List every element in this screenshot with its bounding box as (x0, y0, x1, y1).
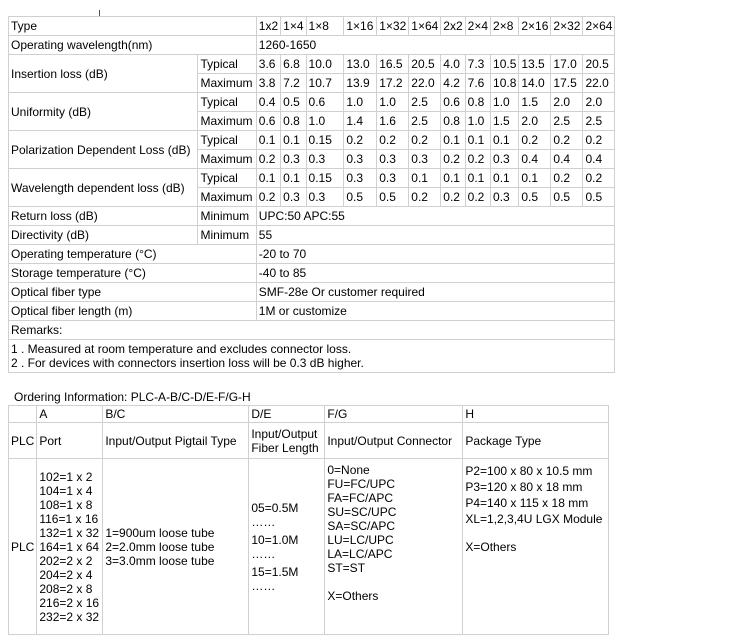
value-cell: 1.5 (519, 93, 551, 112)
value-cell: 1.5 (491, 112, 519, 131)
value-cell: 0.2 (409, 131, 441, 150)
wdl-label: Wavelength dependent loss (dB) (9, 169, 198, 207)
value-cell: 2.5 (583, 112, 615, 131)
package-item: P3=120 x 80 x 18 mm (465, 480, 583, 494)
value-cell: 0.8 (465, 93, 490, 112)
value-cell: 0.2 (256, 150, 280, 169)
op-wavelength-row (9, 36, 654, 55)
value-cell: 0.2 (519, 131, 551, 150)
value-cell: 1.0 (306, 112, 344, 131)
connector-item: SA=SC/APC (327, 519, 396, 533)
value-cell: 17.5 (551, 74, 583, 93)
value-cell: 0.4 (551, 150, 583, 169)
pigtail-item: 1=900um loose tube (105, 525, 215, 540)
ordering-plc-cell: PLC (9, 459, 37, 635)
value-cell: 0.1 (491, 131, 519, 150)
type-2x2: 2x2 (441, 17, 465, 36)
ordering-letter-row (9, 406, 609, 423)
port-list (37, 459, 103, 635)
connector-list (325, 459, 463, 635)
pigtail-header: Input/Output Pigtail Type (103, 423, 249, 459)
value-cell: 10.5 (491, 55, 519, 74)
value-cell: 14.0 (519, 74, 551, 93)
value-cell: 0.2 (344, 131, 377, 150)
length-item: …… (251, 514, 276, 529)
typical-label: Typical (198, 93, 256, 112)
type-1x16: 1×16 (344, 17, 377, 36)
value-cell: 0.3 (344, 150, 377, 169)
value-cell: 7.6 (465, 74, 490, 93)
type-2x32: 2×32 (551, 17, 583, 36)
insertion-loss-label: Insertion loss (dB) (9, 55, 198, 93)
op-temp-value: -20 to 70 (256, 245, 615, 264)
ordering-body-row (9, 459, 609, 635)
package-item: XL=1,2,3,4U LGX Module (465, 512, 603, 526)
port-item: 116=1 x 16 (39, 511, 99, 526)
pigtail-item: 3=3.0mm loose tube (105, 553, 215, 568)
fiber-length-header: Input/Output Fiber Length (249, 423, 325, 459)
value-cell: 7.2 (281, 74, 306, 93)
type-2x8: 2×8 (491, 17, 519, 36)
value-cell: 0.2 (441, 150, 465, 169)
fiber-type-value: SMF-28e Or customer required (256, 283, 615, 302)
value-cell: 0.2 (409, 188, 441, 207)
value-cell: 0.3 (377, 150, 409, 169)
type-1x64: 1×64 (409, 17, 441, 36)
value-cell: 0.4 (519, 150, 551, 169)
value-cell: 10.0 (306, 55, 344, 74)
pdl-typical-row (9, 131, 654, 150)
value-cell: 20.5 (583, 55, 615, 74)
value-cell: 1.0 (377, 93, 409, 112)
value-cell: 22.0 (409, 74, 441, 93)
minimum-label: Minimum (198, 207, 256, 226)
value-cell: 1.4 (344, 112, 377, 131)
ordering-table (8, 405, 609, 635)
maximum-label: Maximum (198, 112, 256, 131)
value-cell: 0.1 (256, 169, 280, 188)
value-cell: 0.3 (306, 188, 344, 207)
value-cell: 0.3 (377, 169, 409, 188)
value-cell: 0.4 (256, 93, 280, 112)
value-cell: 7.3 (465, 55, 490, 74)
uniformity-label: Uniformity (dB) (9, 93, 198, 131)
length-item: 05=0.5M (251, 500, 299, 515)
value-cell: 13.9 (344, 74, 377, 93)
type-1x4: 1×4 (281, 17, 306, 36)
value-cell: 0.2 (551, 169, 583, 188)
value-cell: 0.3 (306, 150, 344, 169)
op-temp-row (9, 245, 654, 264)
directivity-row (9, 226, 654, 245)
length-item: 10=1.0M (251, 532, 299, 547)
value-cell: 1.6 (377, 112, 409, 131)
storage-temp-label: Storage temperature (°C) (9, 264, 257, 283)
insertion-loss-typical-row (9, 55, 654, 74)
value-cell: 0.5 (519, 188, 551, 207)
value-cell: 0.2 (583, 169, 615, 188)
remarks-label: Remarks: (9, 321, 615, 340)
typical-label: Typical (198, 169, 256, 188)
value-cell: 0.1 (281, 131, 306, 150)
value-cell: 0.6 (306, 93, 344, 112)
ordering-col-a: A (37, 406, 103, 423)
value-cell: 0.1 (441, 169, 465, 188)
value-cell: 0.2 (551, 131, 583, 150)
connector-item: 0=None (327, 463, 370, 477)
value-cell: 0.4 (583, 150, 615, 169)
port-item: 232=2 x 32 (39, 609, 100, 624)
connector-item: ST=ST (327, 561, 366, 575)
return-loss-label: Return loss (dB) (9, 207, 198, 226)
value-cell: 2.5 (409, 112, 441, 131)
spec-table (8, 16, 654, 373)
connector-item: FA=FC/APC (327, 491, 394, 505)
value-cell: 0.6 (441, 93, 465, 112)
value-cell: 0.8 (441, 112, 465, 131)
typical-label: Typical (198, 55, 256, 74)
fiber-type-row (9, 283, 654, 302)
port-header: Port (37, 423, 103, 459)
pigtail-item: 2=2.0mm loose tube (105, 539, 215, 554)
value-cell: 0.5 (551, 188, 583, 207)
type-2x16: 2×16 (519, 17, 551, 36)
value-cell: 1.0 (344, 93, 377, 112)
value-cell: 0.3 (491, 150, 519, 169)
package-item (465, 527, 606, 539)
maximum-label: Maximum (198, 150, 256, 169)
directivity-label: Directivity (dB) (9, 226, 198, 245)
port-item: 164=1 x 64 (39, 539, 100, 554)
maximum-label: Maximum (198, 74, 256, 93)
value-cell: 13.0 (344, 55, 377, 74)
connector-item: LU=LC/UPC (327, 533, 394, 547)
op-wavelength-value: 1260-1650 (256, 36, 615, 55)
value-cell: 2.5 (409, 93, 441, 112)
value-cell: 0.1 (465, 169, 490, 188)
typical-label: Typical (198, 131, 256, 150)
ordering-col-bc: B/C (103, 406, 249, 423)
op-temp-label: Operating temperature (°C) (9, 245, 257, 264)
package-list (463, 459, 609, 635)
value-cell: 0.1 (281, 169, 306, 188)
fiber-length-value: 1M or customize (256, 302, 615, 321)
port-item: 208=2 x 8 (39, 581, 93, 596)
length-list (249, 459, 325, 635)
pdl-label: Polarization Dependent Loss (dB) (9, 131, 198, 169)
value-cell: 4.2 (441, 74, 465, 93)
remark-1-row (9, 340, 654, 373)
value-cell: 1.0 (465, 112, 490, 131)
value-cell: 0.1 (465, 131, 490, 150)
type-1x2: 1x2 (256, 17, 280, 36)
value-cell: 0.2 (377, 131, 409, 150)
storage-temp-value: -40 to 85 (256, 264, 615, 283)
value-cell: 0.3 (281, 150, 306, 169)
value-cell: 1.0 (491, 93, 519, 112)
port-item: 102=1 x 2 (39, 469, 93, 484)
length-item: …… (251, 546, 276, 561)
value-cell: 0.2 (441, 188, 465, 207)
value-cell: 0.3 (281, 188, 306, 207)
value-cell: 0.15 (306, 131, 344, 150)
fiber-length-label: Optical fiber length (m) (9, 302, 257, 321)
wdl-typical-row (9, 169, 654, 188)
ordering-col-h: H (463, 406, 609, 423)
uniformity-typical-row (9, 93, 654, 112)
value-cell: 10.8 (491, 74, 519, 93)
ordering-col-de: D/E (249, 406, 325, 423)
value-cell: 2.0 (583, 93, 615, 112)
connector-header: Input/Output Connector (325, 423, 463, 459)
package-item: P4=140 x 115 x 18 mm (465, 496, 589, 510)
ordering-empty-cell (9, 406, 37, 423)
port-item: 104=1 x 4 (39, 483, 93, 498)
remark-2: 2 . For devices with connectors insertion loss will be 0.3 dB higher. (11, 356, 364, 370)
value-cell: 0.3 (344, 169, 377, 188)
package-item: P2=100 x 80 x 10.5 mm (465, 464, 593, 478)
value-cell: 3.8 (256, 74, 280, 93)
value-cell: 0.2 (583, 131, 615, 150)
type-1x8: 1×8 (306, 17, 344, 36)
value-cell: 0.1 (491, 169, 519, 188)
value-cell: 13.5 (519, 55, 551, 74)
value-cell: 22.0 (583, 74, 615, 93)
storage-temp-row (9, 264, 654, 283)
return-loss-value: UPC:50 APC:55 (256, 207, 615, 226)
value-cell: 0.15 (306, 169, 344, 188)
value-cell: 0.5 (583, 188, 615, 207)
length-item: 15=1.5M (251, 564, 299, 579)
port-item: 132=1 x 32 (39, 525, 100, 540)
type-2x64: 2×64 (583, 17, 615, 36)
ordering-col-fg: F/G (325, 406, 463, 423)
value-cell: 0.5 (377, 188, 409, 207)
value-cell: 0.1 (256, 131, 280, 150)
op-wavelength-label: Operating wavelength(nm) (9, 36, 257, 55)
minimum-label: Minimum (198, 226, 256, 245)
value-cell: 0.3 (491, 188, 519, 207)
remarks-row (9, 321, 654, 340)
directivity-value: 55 (256, 226, 615, 245)
value-cell: 0.5 (344, 188, 377, 207)
type-row (9, 17, 654, 36)
maximum-label: Maximum (198, 188, 256, 207)
value-cell: 0.3 (409, 150, 441, 169)
port-item: 216=2 x 16 (39, 595, 100, 610)
value-cell: 17.0 (551, 55, 583, 74)
value-cell: 0.6 (256, 112, 280, 131)
value-cell: 2.5 (551, 112, 583, 131)
value-cell: 0.1 (441, 131, 465, 150)
connector-item: FU=FC/UPC (327, 477, 396, 491)
port-item: 202=2 x 2 (39, 553, 93, 568)
value-cell: 0.2 (465, 188, 490, 207)
value-cell: 0.2 (465, 150, 490, 169)
remark-1: 1 . Measured at room temperature and excludes connector loss. (11, 342, 352, 356)
connector-item: LA=LC/APC (327, 547, 393, 561)
value-cell: 0.8 (281, 112, 306, 131)
remarks-text (9, 340, 615, 373)
ordering-plc-header: PLC (9, 423, 37, 459)
value-cell: 10.7 (306, 74, 344, 93)
fiber-length-row (9, 302, 654, 321)
value-cell: 16.5 (377, 55, 409, 74)
length-item: …… (251, 578, 276, 593)
type-2x4: 2×4 (465, 17, 490, 36)
value-cell: 0.5 (281, 93, 306, 112)
value-cell: 4.0 (441, 55, 465, 74)
ordering-header-row (9, 423, 609, 459)
type-label: Type (9, 17, 257, 36)
connector-item: X=Others (327, 589, 379, 603)
value-cell: 0.1 (409, 169, 441, 188)
package-item: X=Others (465, 540, 517, 554)
return-loss-row (9, 207, 654, 226)
port-item: 108=1 x 8 (39, 497, 93, 512)
ordering-caption: Ordering Information: PLC-A-B/C-D/E-F/G-H (14, 390, 251, 404)
value-cell: 2.0 (551, 93, 583, 112)
value-cell: 0.2 (256, 188, 280, 207)
pigtail-list (103, 459, 249, 635)
port-item: 204=2 x 4 (39, 567, 93, 582)
type-1x32: 1×32 (377, 17, 409, 36)
connector-item (327, 575, 460, 589)
value-cell: 2.0 (519, 112, 551, 131)
value-cell: 6.8 (281, 55, 306, 74)
package-header: Package Type (463, 423, 609, 459)
value-cell: 17.2 (377, 74, 409, 93)
value-cell: 0.1 (519, 169, 551, 188)
connector-item: SU=SC/UPC (327, 505, 397, 519)
value-cell: 20.5 (409, 55, 441, 74)
value-cell: 3.6 (256, 55, 280, 74)
fiber-type-label: Optical fiber type (9, 283, 257, 302)
